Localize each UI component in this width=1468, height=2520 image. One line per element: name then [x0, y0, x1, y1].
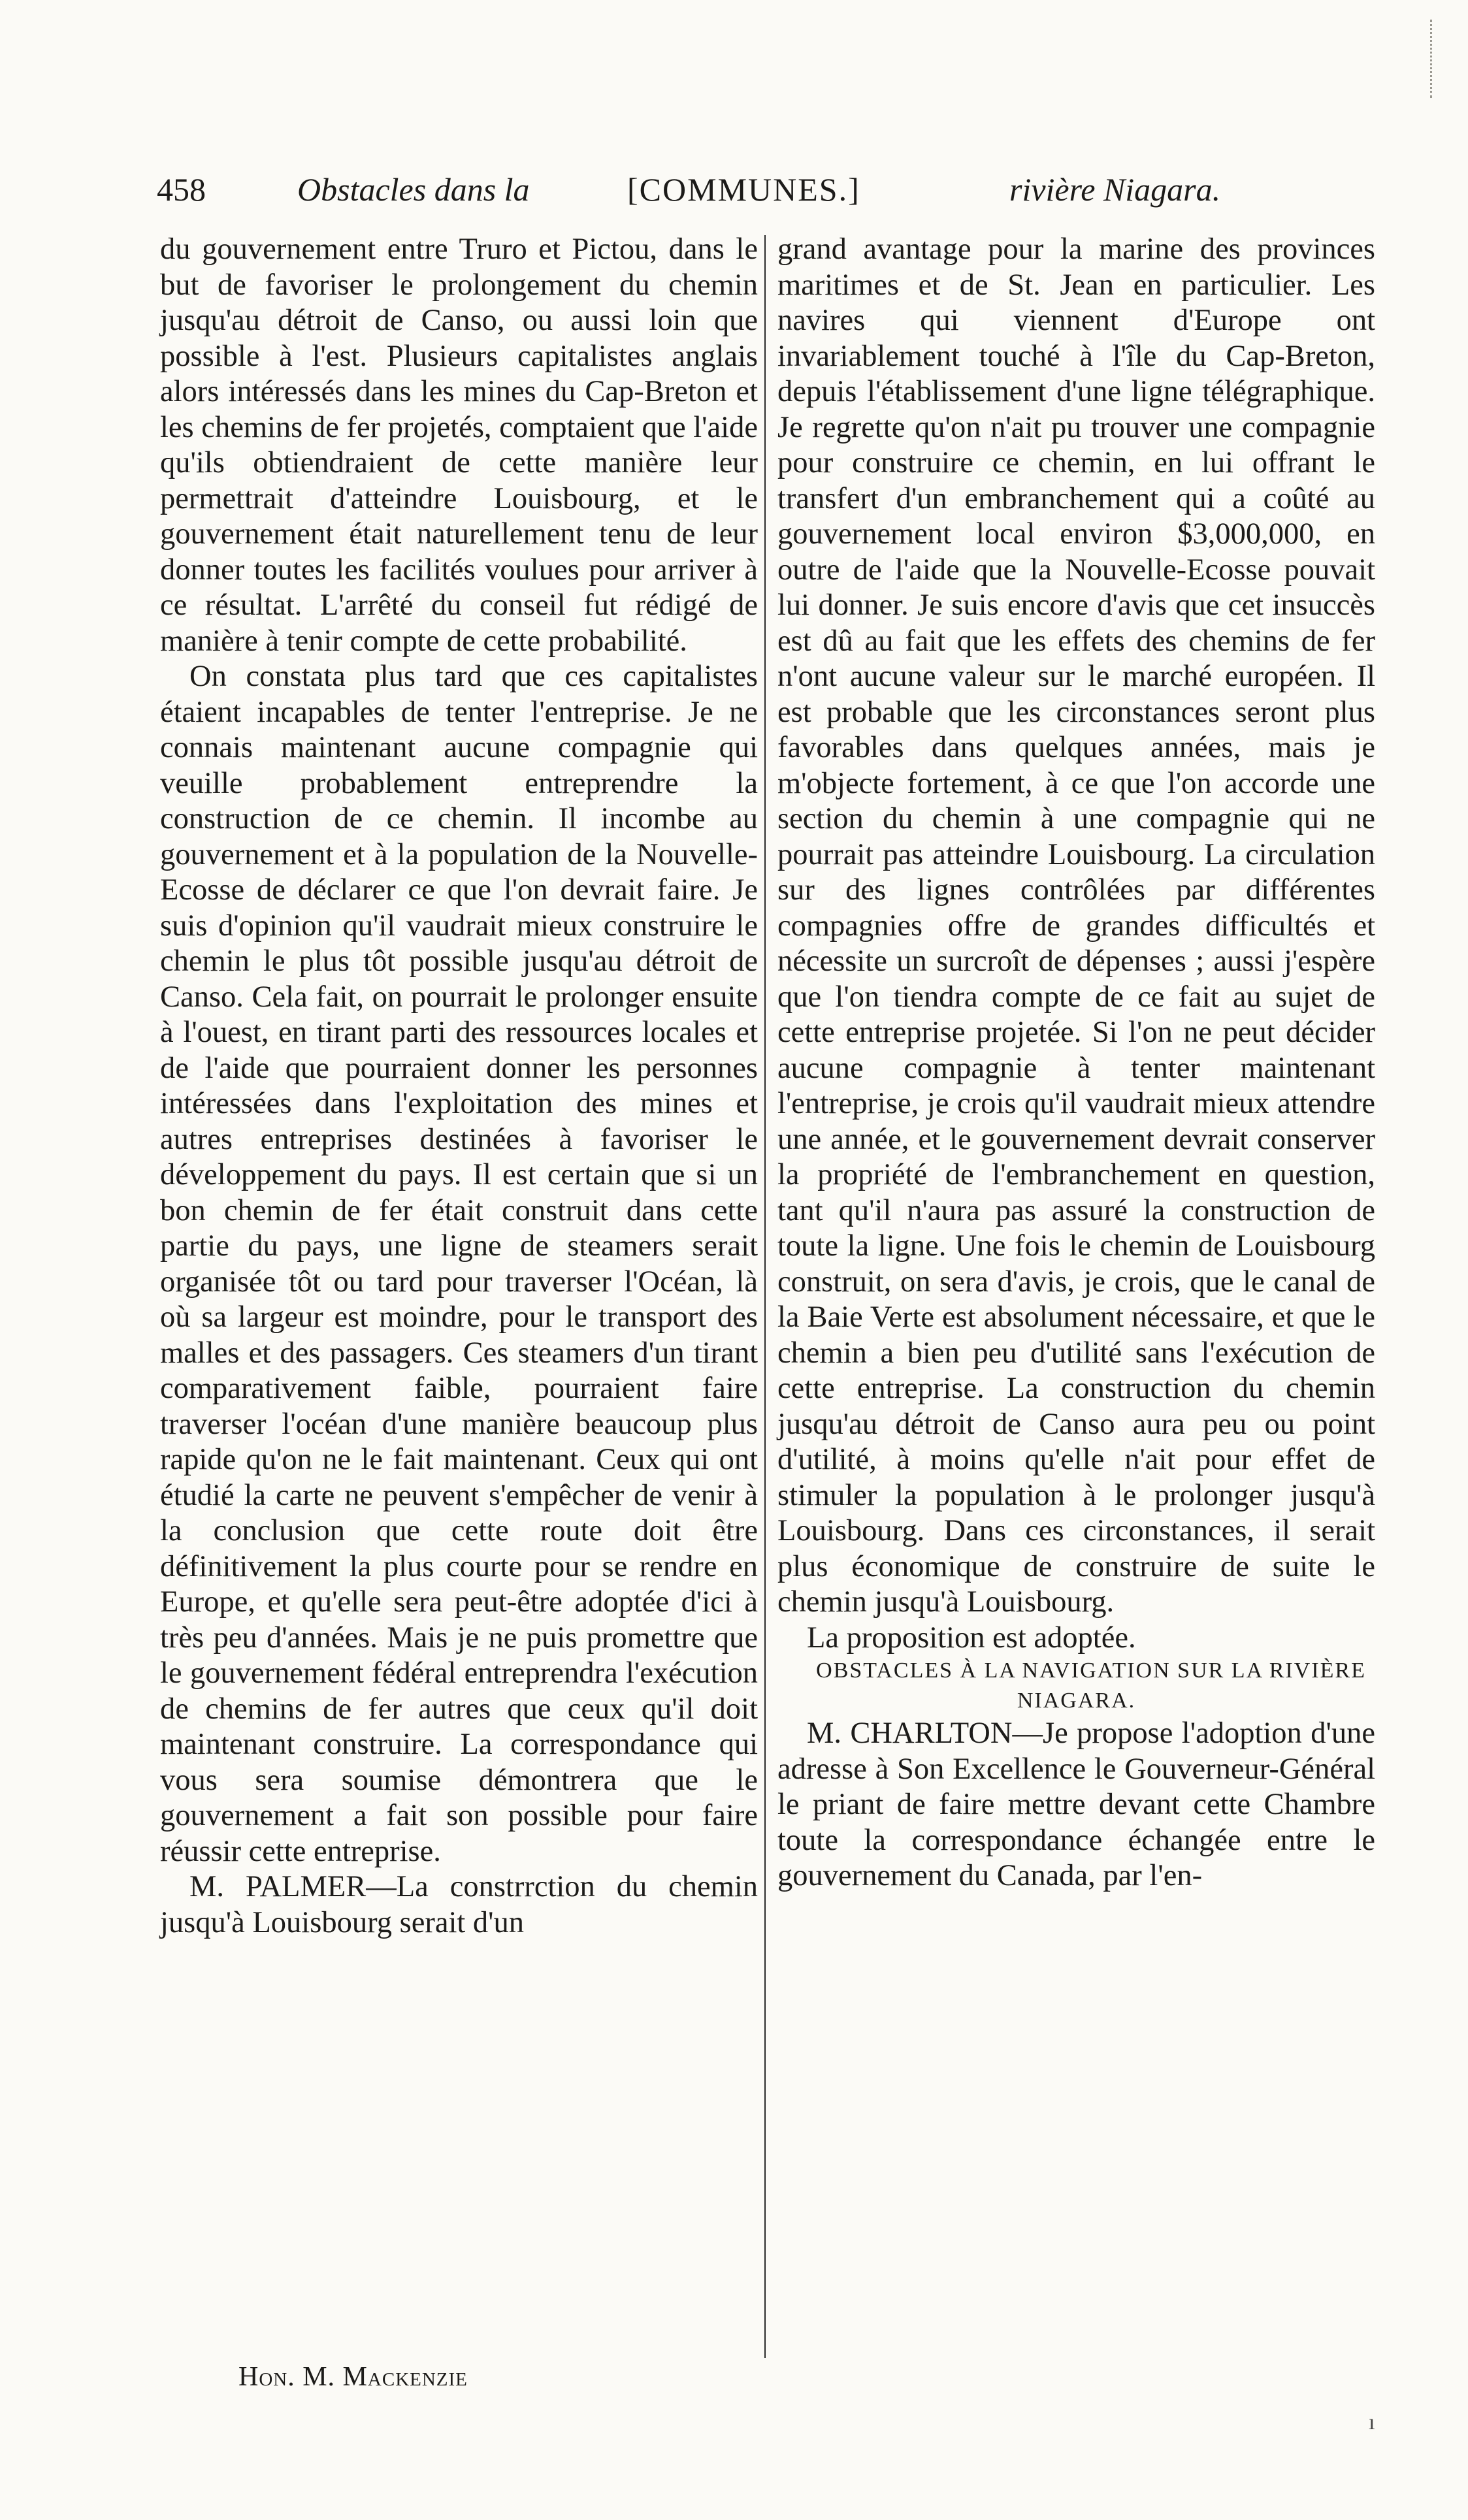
- margin-mark: ı: [1369, 2410, 1375, 2434]
- paragraph: La proposition est adoptée.: [807, 1621, 1136, 1655]
- speech-text: —Je propose l'adoption d'une adresse à Son Excellence le Gouverneur-Général le priant de faire mettre devant cette Chambre toute la correspondance échangée entre le gouvernement du Canada, par l'en-: [777, 1717, 1376, 1892]
- speaker-paragraph: [160, 1869, 758, 1941]
- left-column: [160, 232, 758, 1941]
- speaker-name: M. CHARLTON: [807, 1717, 1013, 1750]
- speaker-name: M. PALMER: [189, 1870, 367, 1903]
- header-left-title: Obstacles dans la: [297, 171, 530, 208]
- running-header: [157, 167, 1307, 212]
- page-number: 458: [157, 171, 206, 208]
- column-divider: [764, 235, 766, 2358]
- paragraph: On constata plus tard que ces capitalistes étaient incapables de tenter l'entreprise. Je ne connais maintenant aucune compagnie qui veuille probablement entreprendre la construction de ce chemin. Il incombe au gouvernement et à la population de la Nouvelle-Ecosse de déclarer ce que l'on devrait faire. Je suis d'opinion qu'il vaudrait mieux construire le chemin le plus tôt possible jusqu'au détroit de Canso. Cela fait, on pourrait le prolonger ensuite à l'ouest, en tirant parti des ressources locales et de l'aide que pourraient donner les personnes intéressées dans l'exploitation des mines et autres entreprises destinées à favoriser le développement du pays. Il est certain que si un bon chemin de fer était construit dans cette partie du pays, une ligne de steamers serait organisée tôt ou tard pour traverser l'Océan, là où sa largeur est moindre, pour le transport des malles et des passagers. Ces steamers d'un tirant comparativement faible, pourraient faire traverser l'océan d'une manière beaucoup plus rapide qu'on ne le fait maintenant. Ceux qui ont étudié la carte ne peuvent s'empêcher de venir à la conclusion que cette route doit être définitivement la plus courte pour se rendre en Europe, et qu'elle sera peut-être adoptée d'ici à très peu d'années. Mais je ne puis promettre que le gouvernement fédéral entreprendra l'exécution de chemins de fer autres que ceux qu'il doit maintenant construire. La correspondance qui vous sera soumise démontrera que le gouvernement a fait son possible pour faire réussir cette entreprise.: [160, 660, 758, 1868]
- paragraph: du gouvernement entre Truro et Pictou, dans le but de favoriser le prolongement du chemin jusqu'au détroit de Canso, ou aussi loin que possible à l'est. Plusieurs capitalistes anglais alors intéressés dans les mines du Cap-Breton et les chemins de fer projetés, comptaient que l'aide qu'ils obtiendraient de cette manière leur permettrait d'atteindre Louisbourg, et le gouvernement était naturellement tenu de leur donner toutes les facilités voulues pour arriver à ce résultat. L'arrêté du conseil fut rédigé de manière à tenir compte de cette probabilité.: [160, 233, 758, 658]
- margin-dotted-mark: [1426, 20, 1432, 98]
- speaker-paragraph: [777, 1716, 1375, 1894]
- header-center-title: [COMMUNES.]: [627, 171, 860, 208]
- catchword-footer: Hon. M. Mackenzie: [238, 2362, 468, 2392]
- speech-text: —La constrrction du chemin jusqu'à Louisbourg serait d'un: [160, 1870, 758, 1939]
- section-heading: OBSTACLES À LA NAVIGATION SUR LA RIVIÈRE NIAGARA.: [816, 1658, 1366, 1713]
- right-column: [777, 232, 1375, 1894]
- paragraph: grand avantage pour la marine des provinces maritimes et de St. Jean en particulier. Les navires qui viennent d'Europe ont invariablement touché à l'île du Cap-Breton, depuis l'établissement d'une ligne télégraphique. Je regrette qu'on n'ait pu trouver une compagnie pour construire ce chemin, en lui offrant le transfert d'un embranchement qui a coûté au gouvernement local environ $3,000,000, en outre de l'aide que la Nouvelle-Ecosse pouvait lui donner. Je suis encore d'avis que cet insuccès est dû au fait que les effets des chemins de fer n'ont aucune valeur sur le marché européen. Il est probable que les circonstances seront plus favorables dans quelques années, mais je m'objecte fortement, à ce que l'on accorde une section du chemin à une compagnie qui ne pourrait pas atteindre Louisbourg. La circulation sur des lignes contrôlées par différentes compagnies offre de grandes difficultés et nécessite un surcroît de dépenses ; aussi j'espère que l'on tiendra compte de ce fait au sujet de cette entreprise projetée. Si l'on ne peut décider aucune compagnie à tenter maintenant l'entreprise, je crois qu'il vaudrait mieux attendre une année, et le gouvernement devrait conserver la propriété de l'embranchement en question, tant qu'il n'aura pas assuré la construction de toute la ligne. Une fois le chemin de Louisbourg construit, on sera d'avis, je crois, que le canal de la Baie Verte est absolument nécessaire, et que le chemin a bien peu d'utilité sans l'exécution de cette entreprise. La construction du chemin jusqu'au détroit de Canso aura peu ou point d'utilité, à moins qu'elle n'ait pour effet de stimuler la population à le prolonger jusqu'à Louisbourg. Dans ces circonstances, il serait plus économique de construire de suite le chemin jusqu'à Louisbourg.: [777, 233, 1375, 1619]
- header-right-title: rivière Niagara.: [1009, 171, 1221, 208]
